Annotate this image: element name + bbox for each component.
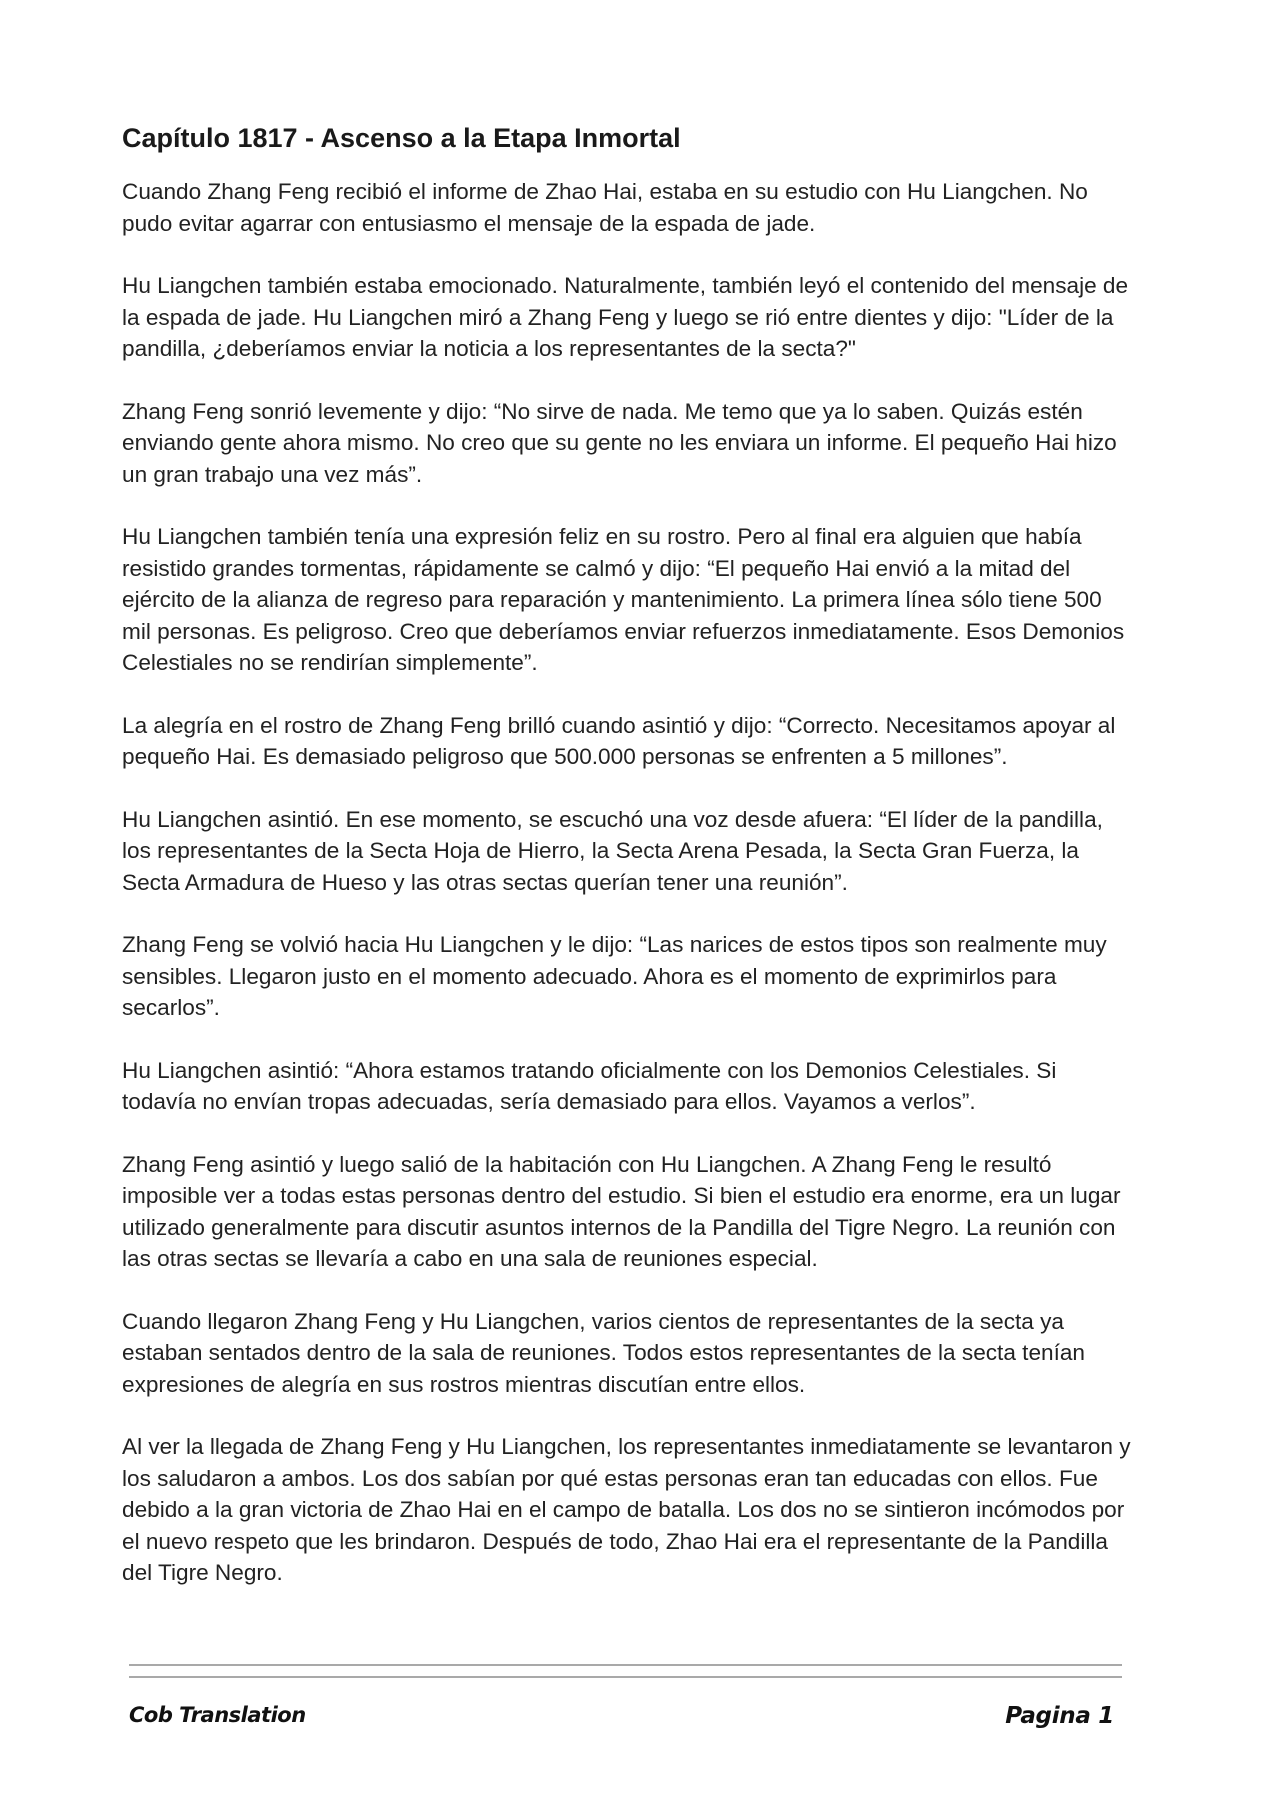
paragraph: Zhang Feng asintió y luego salió de la habitación con Hu Liangchen. A Zhang Feng le resultó imposible ver a todas estas personas dentro del estudio. Si bien el estudio era enorme, era un lugar utilizado generalmente para discutir asuntos internos de la Pandilla del Tigre Negro. La reunión con las otras sectas se llevaría a cabo en una sala de reuniones especial.: [122, 1151, 1121, 1271]
paragraph: Hu Liangchen también tenía una expresión feliz en su rostro. Pero al final era alguien que había resistido grandes tormentas, rápidamente se calmó y dijo: “El pequeño Hai envió a la mitad del ejército de la alianza de regreso para reparación y mantenimiento. La primera línea sólo tiene 500 mil personas. Es peligroso. Creo que deberíamos enviar refuerzos inmediatamente. Esos Demonios Celestiales no se rendirían simplemente”.: [122, 524, 1125, 675]
paragraph: Cuando Zhang Feng recibió el informe de Zhao Hai, estaba en su estudio con Hu Liangchen. No pudo evitar agarrar con entusiasmo el mensaje de la espada de jade.: [122, 179, 1088, 236]
paragraph: Hu Liangchen asintió: “Ahora estamos tratando oficialmente con los Demonios Celestiales. Si todavía no envían tropas adecuadas, sería demasiado para ellos. Vayamos a verlos”.: [122, 1057, 1057, 1114]
document-body: [122, 118, 1132, 1620]
paragraph: La alegría en el rostro de Zhang Feng brilló cuando asintió y dijo: “Correcto. Necesitamos apoyar al pequeño Hai. Es demasiado peligroso que 500.000 personas se enfrenten a 5 millones”.: [122, 712, 1116, 769]
paragraph: Al ver la llegada de Zhang Feng y Hu Liangchen, los representantes inmediatamente se levantaron y los saludaron a ambos. Los dos sabían por qué estas personas eran tan educadas con ellos. Fue debido a la gran victoria de Zhao Hai en el campo de batalla. Los dos no se sintieron incómodos por el nuevo respeto que les brindaron. Después de todo, Zhao Hai era el representante de la Pandilla del Tigre Negro.: [122, 1434, 1131, 1585]
footer-divider-top: [129, 1664, 1122, 1666]
chapter-title: Capítulo 1817 - Ascenso a la Etapa Inmortal: [122, 123, 681, 153]
footer-credit: Cob Translation: [129, 1703, 306, 1727]
paragraph: Zhang Feng se volvió hacia Hu Liangchen y le dijo: “Las narices de estos tipos son realmente muy sensibles. Llegaron justo en el momento adecuado. Ahora es el momento de exprimirlos para secarlos”.: [122, 932, 1107, 1020]
paragraph: Cuando llegaron Zhang Feng y Hu Liangchen, varios cientos de representantes de la secta ya estaban sentados dentro de la sala de reuniones. Todos estos representantes de la secta tenían expresiones de alegría en sus rostros mientras discutían entre ellos.: [122, 1308, 1085, 1397]
footer-divider-bottom: [129, 1676, 1122, 1678]
paragraph: Hu Liangchen asintió. En ese momento, se escuchó una voz desde afuera: “El líder de la pandilla, los representantes de la Secta Hoja de Hierro, la Secta Arena Pesada, la Secta Gran Fuerza, la Secta Armadura de Hueso y las otras sectas querían tener una reunión”.: [122, 806, 1103, 895]
paragraph: Zhang Feng sonrió levemente y dijo: “No sirve de nada. Me temo que ya lo saben. Quizás estén enviando gente ahora mismo. No creo que su gente no les enviara un informe. El pequeño Hai hizo un gran trabajo una vez más”.: [122, 398, 1117, 487]
page-number: Pagina 1: [1005, 1703, 1114, 1729]
paragraph: Hu Liangchen también estaba emocionado. Naturalmente, también leyó el contenido del mensaje de la espada de jade. Hu Liangchen miró a Zhang Feng y luego se rió entre dientes y dijo: "Líder de la pandilla, ¿deberíamos enviar la noticia a los representantes de la secta?": [122, 273, 1129, 361]
